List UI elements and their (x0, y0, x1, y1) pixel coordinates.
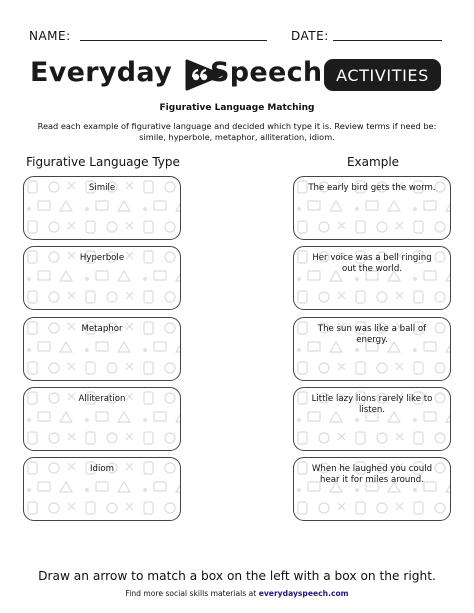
example-box[interactable] (293, 176, 451, 240)
header-fields (0, 29, 474, 45)
type-box[interactable] (23, 387, 181, 451)
type-label: Simile (88, 183, 116, 193)
name-field[interactable] (80, 40, 267, 41)
left-column-heading: Figurative Language Type (26, 155, 180, 169)
brand-word-left: Everyday (30, 57, 172, 88)
example-text (294, 253, 450, 274)
type-box[interactable] (23, 457, 181, 521)
example-line: out the world. (341, 263, 403, 274)
footer-link[interactable]: everydayspeech.com (258, 589, 349, 598)
footer-note (0, 589, 474, 598)
activities-badge: ACTIVITIES (324, 59, 441, 91)
example-line: The early bird gets the worm. (308, 183, 436, 193)
type-box[interactable] (23, 176, 181, 240)
type-label: Alliteration (78, 394, 126, 404)
footer-instruction: Draw an arrow to match a box on the left with a box on the right. (38, 569, 436, 583)
example-line: When he laughed you could (311, 464, 433, 474)
example-line: hear it for miles around. (320, 474, 424, 485)
brand-word-right: Speech (210, 57, 323, 88)
type-label: Idiom (89, 464, 114, 474)
example-line: Her voice was a bell ringing (312, 253, 432, 263)
type-label: Hyperbole (79, 253, 125, 263)
example-line: listen. (358, 404, 386, 415)
example-box[interactable] (293, 387, 451, 451)
worksheet-instructions: Read each example of figurative language and decided which type it is. Review terms if need be: simile, hyperbole, metaphor, alliteration, idiom. (37, 121, 437, 142)
type-box[interactable] (23, 317, 181, 381)
example-text (294, 324, 450, 345)
worksheet-title: Figurative Language Matching (159, 103, 315, 113)
footer-note-text: Find more social skills materials at (125, 589, 257, 598)
example-box[interactable] (293, 317, 451, 381)
right-column-heading: Example (346, 155, 400, 169)
date-label: DATE: (291, 29, 329, 43)
example-line: Little lazy lions rarely like to (311, 394, 433, 404)
example-box[interactable] (293, 246, 451, 310)
name-label: NAME: (29, 29, 71, 43)
type-box[interactable] (23, 246, 181, 310)
example-line: The sun was like a ball of (317, 324, 427, 334)
example-text (294, 464, 450, 485)
type-label: Metaphor (81, 324, 123, 334)
example-box[interactable] (293, 457, 451, 521)
date-field[interactable] (333, 40, 442, 41)
example-text (294, 394, 450, 415)
example-line: energy. (356, 334, 388, 345)
example-text (294, 183, 450, 194)
